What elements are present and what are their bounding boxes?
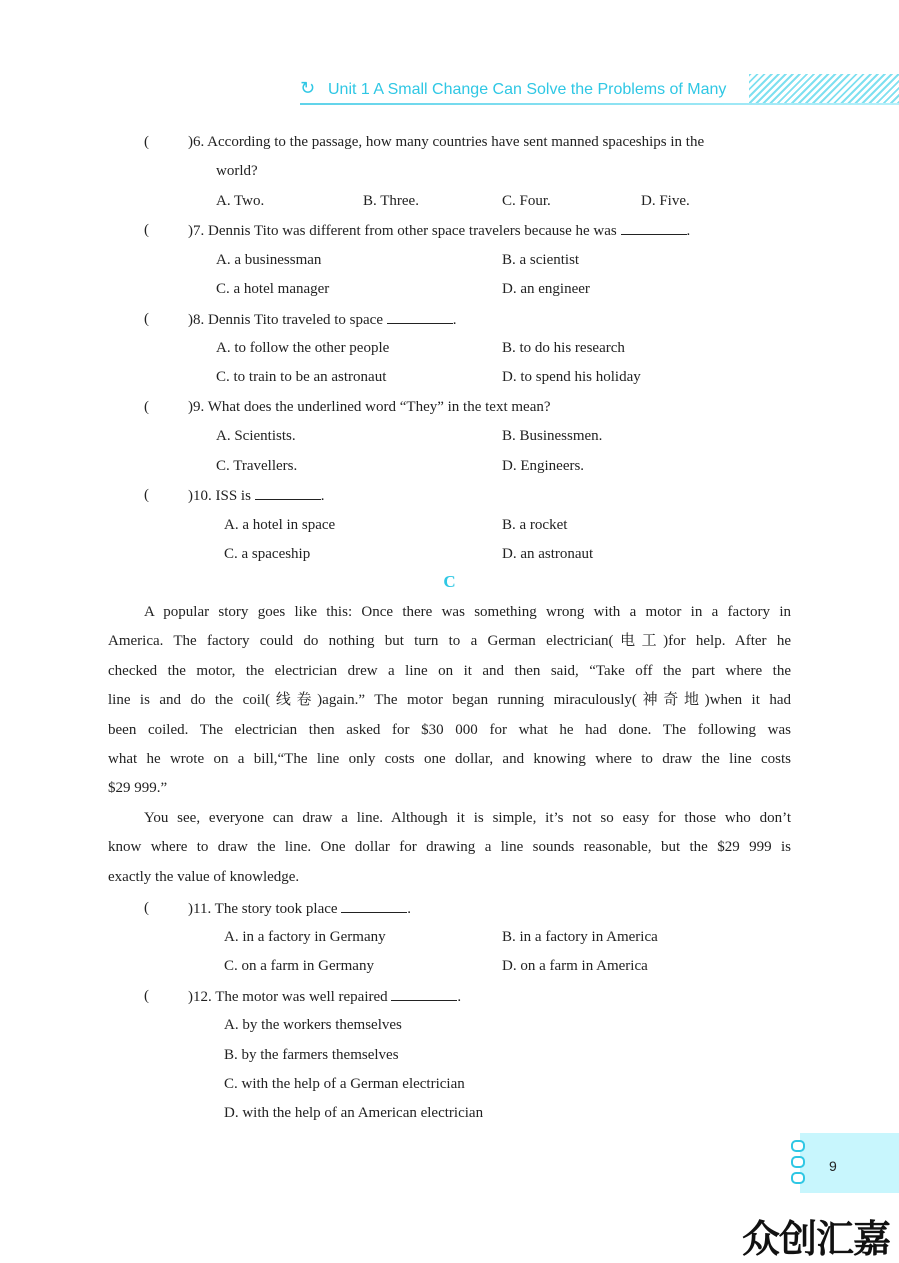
q7-option-c: C. a hotel manager (216, 281, 330, 297)
q10-option-b: B. a rocket (502, 517, 568, 533)
answer-paren: ( (144, 988, 149, 1004)
q7-option-b: B. a scientist (502, 252, 580, 268)
page-number-box (800, 1133, 899, 1193)
passage-line: been coiled. The electrician then asked for $30 000 for what he had done. The following was (108, 721, 791, 738)
q11-option-b: B. in a factory in America (502, 929, 658, 945)
answer-blank (255, 485, 321, 500)
page-number: 9 (829, 1158, 837, 1174)
answer-paren: ( (144, 399, 149, 415)
answer-blank (391, 986, 457, 1001)
question-9-stem: )9. What does the underlined word “They” in the text mean? (188, 399, 551, 415)
question-7-stem: )7. Dennis Tito was different from other space travelers because he was . (188, 220, 690, 241)
answer-blank (341, 898, 407, 913)
question-10-text: )10. ISS is (188, 488, 251, 504)
q8-option-a: A. to follow the other people (216, 340, 390, 356)
question-11-text: )11. The story took place (188, 901, 338, 917)
passage-line: line is and do the coil(线卷)again.” The motor began running miraculously(神奇地)when it had (108, 692, 791, 709)
question-12-stem: )12. The motor was well repaired . (188, 986, 461, 1007)
q10-option-c: C. a spaceship (224, 546, 311, 562)
unit-title: Unit 1 A Small Change Can Solve the Problems of Many (328, 81, 727, 98)
page-dots-decoration (791, 1140, 805, 1188)
q6-option-c: C. Four. (502, 193, 551, 209)
answer-blank (621, 220, 687, 235)
passage-line: exactly the value of knowledge. (108, 868, 300, 885)
question-11-stem: )11. The story took place . (188, 898, 411, 919)
watermark-logo: 众创汇嘉 (742, 1217, 891, 1261)
q11-option-c: C. on a farm in Germany (224, 958, 374, 974)
answer-paren: ( (144, 222, 149, 238)
page-header (0, 74, 899, 108)
question-8-stem: )8. Dennis Tito traveled to space . (188, 309, 456, 330)
q12-option-c: C. with the help of a German electrician (224, 1076, 465, 1092)
passage-line: what he wrote on a bill,“The line only costs one dollar, and knowing where to draw the line costs (108, 751, 791, 767)
q10-option-a: A. a hotel in space (224, 517, 336, 533)
header-stripes-decoration (749, 74, 899, 104)
q12-option-a: A. by the workers themselves (224, 1017, 402, 1033)
q11-option-d: D. on a farm in America (502, 958, 648, 974)
q9-option-c: C. Travellers. (216, 458, 298, 474)
curved-arrow-icon: ↻ (300, 78, 316, 99)
question-8-text: )8. Dennis Tito traveled to space (188, 312, 383, 328)
q10-option-d: D. an astronaut (502, 546, 594, 562)
passage-line: know where to draw the line. One dollar for drawing a line sounds reasonable, but the $29 999 is (108, 839, 791, 856)
passage-line: A popular story goes like this: Once there was something wrong with a motor in a factory in (144, 604, 791, 620)
q11-option-a: A. in a factory in Germany (224, 929, 386, 945)
passage-line: You see, everyone can draw a line. Although it is simple, it’s not so easy for those who don’t (144, 810, 791, 826)
passage-line: $29 999.” (108, 780, 168, 797)
answer-blank (387, 309, 453, 324)
q8-option-c: C. to train to be an astronaut (216, 369, 387, 385)
question-10-stem: )10. ISS is . (188, 485, 324, 506)
passage-line: checked the motor, the electrician drew a line on it and then said, “Take off the part where the (108, 662, 791, 679)
answer-paren: ( (144, 900, 149, 916)
question-12-text: )12. The motor was well repaired (188, 989, 388, 1005)
section-heading: C (443, 572, 456, 591)
q9-option-b: B. Businessmen. (502, 428, 603, 444)
header-rule (300, 103, 899, 105)
q9-option-a: A. Scientists. (216, 428, 296, 444)
q7-option-d: D. an engineer (502, 281, 590, 297)
question-7-text: )7. Dennis Tito was different from other space travelers because he was (188, 223, 617, 239)
q12-option-b: B. by the farmers themselves (224, 1047, 399, 1063)
passage-line: America. The factory could do nothing but turn to a German electrician(电工)for help. After he (108, 633, 791, 650)
question-6-stem: )6. According to the passage, how many countries have sent manned spaceships in the (188, 134, 705, 150)
question-6-stem-cont: world? (216, 163, 258, 179)
q6-option-d: D. Five. (641, 193, 690, 209)
answer-paren: ( (144, 134, 149, 150)
q6-option-b: B. Three. (363, 193, 419, 209)
q6-option-a: A. Two. (216, 193, 265, 209)
answer-paren: ( (144, 487, 149, 503)
q12-option-d: D. with the help of an American electrician (224, 1105, 484, 1121)
q8-option-b: B. to do his research (502, 340, 625, 356)
q9-option-d: D. Engineers. (502, 458, 585, 474)
q8-option-d: D. to spend his holiday (502, 369, 641, 385)
answer-paren: ( (144, 311, 149, 327)
q7-option-a: A. a businessman (216, 252, 322, 268)
